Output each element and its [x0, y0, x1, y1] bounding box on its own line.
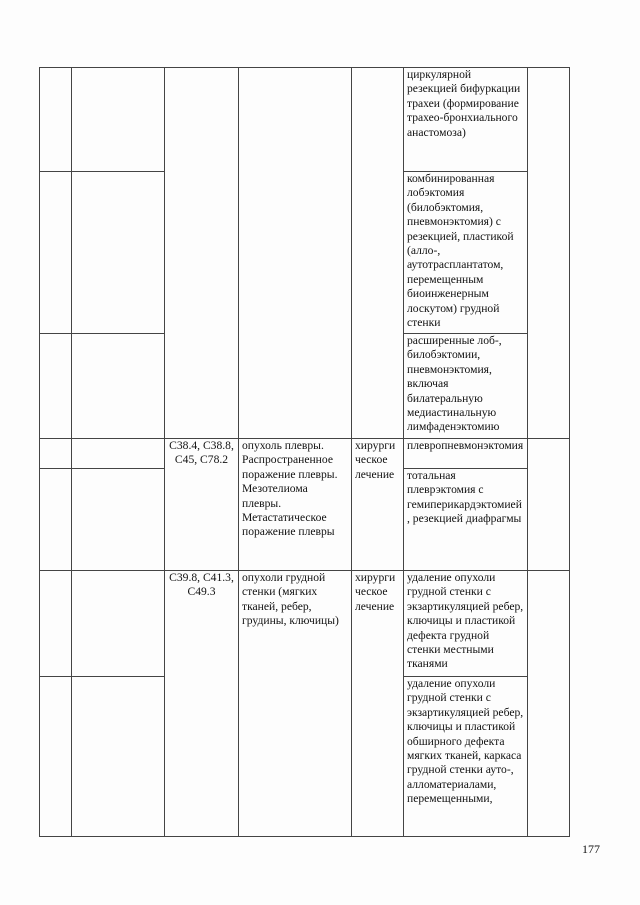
codes-cell: [165, 68, 239, 439]
table-cell: [40, 439, 72, 469]
treatment-type: хирургическое лечение: [352, 439, 404, 571]
table-cell: [72, 469, 165, 571]
table-cell: [40, 172, 72, 334]
medical-procedures-table: [39, 67, 570, 837]
diagnosis-text: опухоль плевры. Распространенное поражение плевры. Мезотелиома плевры. Метастатическое поражение плевры: [239, 439, 352, 571]
table-cell: [72, 334, 165, 439]
table-cell: [72, 439, 165, 469]
table-cell: [40, 469, 72, 571]
method-cell: удаление опухоли грудной стенки с экзартикуляцией ребер, ключицы и пластикой обширного дефекта мягких тканей, каркаса грудной стенки ауто-, алломатериалами, перемещенными,: [404, 677, 528, 837]
table-cell: [40, 677, 72, 837]
table-cell: [72, 172, 165, 334]
method-cell: тотальная плеврэктомия с гемиперикардэктомией, резекцией диафрагмы: [404, 469, 528, 571]
table-row: [40, 571, 570, 677]
table-cell: [72, 68, 165, 172]
method-cell: удаление опухоли грудной стенки с экзартикуляцией ребер, ключицы и пластикой дефекта грудной стенки местными тканями: [404, 571, 528, 677]
table-row: [40, 68, 570, 172]
table-cell: [40, 571, 72, 677]
table-row: [40, 439, 570, 469]
table-cell: [72, 571, 165, 677]
method-cell: комбинированная лобэктомия (билобэктомия, пневмонэктомия) с резекцией, пластикой (алло-, аутотрасплантатом, перемещенным биоинженерным лоскутом) грудной стенки: [404, 172, 528, 334]
diagnosis-text: опухоли грудной стенки (мягких тканей, ребер, грудины, ключицы): [239, 571, 352, 837]
table-cell: [528, 68, 570, 439]
icd-codes: C39.8, C41.3, C49.3: [165, 571, 239, 837]
method-cell: циркулярной резекцией бифуркации трахеи (формирование трахео-бронхиального анастомоза): [404, 68, 528, 172]
diagnosis-cell: [239, 68, 352, 439]
method-cell: расширенные лоб-, билобэктомии, пневмонэктомия, включая билатеральную медиастинальную лимфаденэктомию: [404, 334, 528, 439]
treatment-cell: [352, 68, 404, 439]
table-cell: [528, 571, 570, 837]
table-cell: [40, 334, 72, 439]
table-cell: [72, 677, 165, 837]
table-cell: [40, 68, 72, 172]
page-number: 177: [582, 842, 600, 856]
method-cell: плевропневмонэктомия: [404, 439, 528, 469]
table-cell: [528, 439, 570, 571]
icd-codes: C38.4, C38.8, C45, C78.2: [165, 439, 239, 571]
treatment-type: хирургическое лечение: [352, 571, 404, 837]
